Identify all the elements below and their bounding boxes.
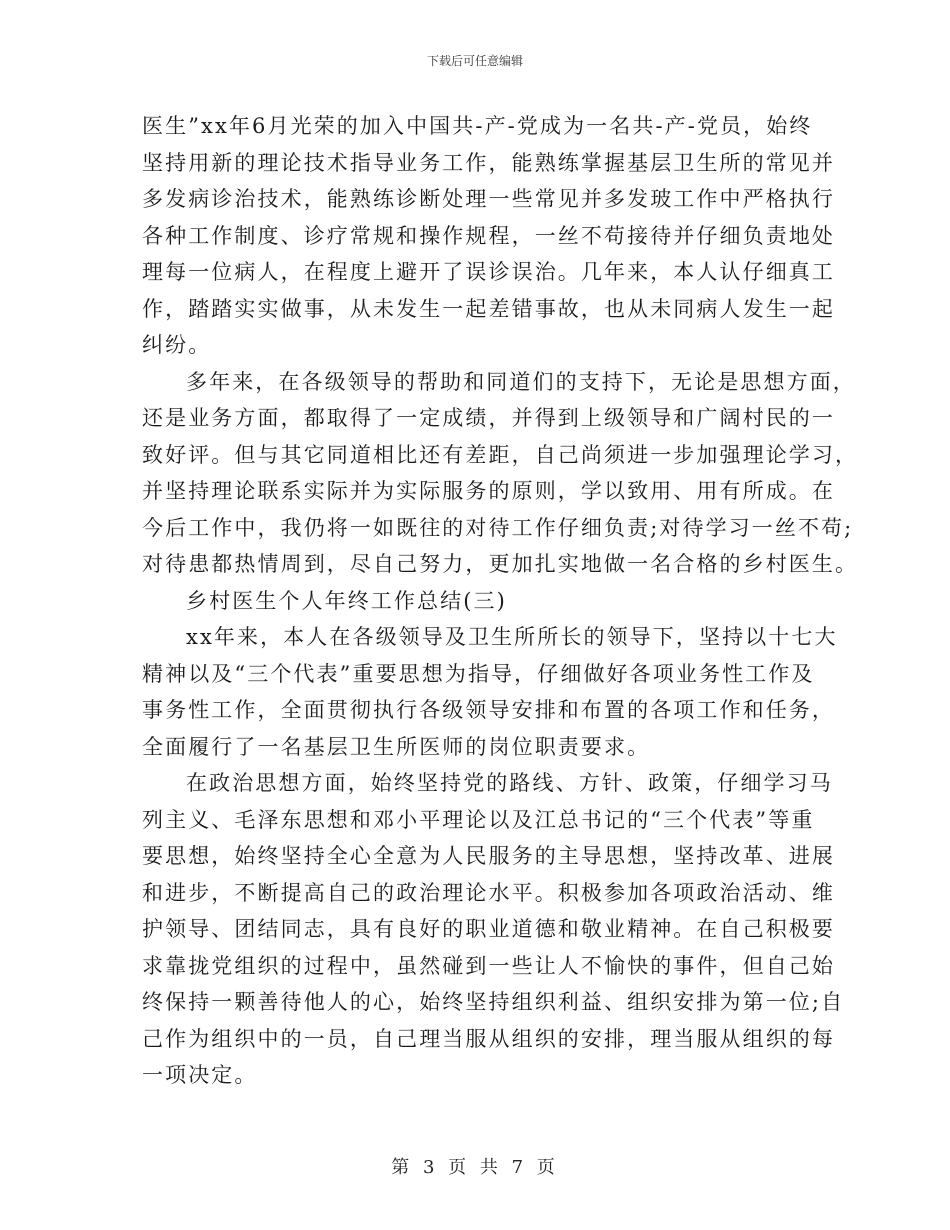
text-line: 多发病诊治技术，能熟练诊断处理一些常见并多发玻工作中严格执行	[142, 187, 835, 211]
paragraph-start-line: 在政治思想方面，始终坚持党的路线、方针、政策，仔细学习马	[186, 771, 833, 795]
text-line: 要思想，始终坚持全心全意为人民服务的主导思想，坚持改革、进展	[142, 844, 835, 868]
page-number-footer: 第 3 页 共 7 页	[391, 1157, 559, 1178]
text-line: 作，踏踏实实做事，从未发生一起差错事故，也从未同病人发生一起	[142, 296, 835, 321]
text-line: 一项决定。	[142, 1063, 258, 1087]
page-header: 下载后可任意编辑	[426, 54, 523, 68]
text-line: 护领导、团结同志，具有良好的职业道德和敬业精神。在自己积极要	[142, 917, 835, 941]
text-line: 纠纷。	[142, 333, 212, 357]
text-line: 全面履行了一名基层卫生所医师的岗位职责要求。	[142, 734, 651, 759]
text-line: 终保持一颗善待他人的心，始终坚持组织利益、组织安排为第一位;自	[142, 990, 845, 1014]
text-line: 今后工作中，我仍将一如既往的对待工作仔细负责;对待学习一丝不苟;	[142, 515, 854, 540]
text-line: 医生”xx年6月光荣的加入中国共-产-党成为一名共-产-党员，始终	[142, 114, 813, 138]
text-line: 列主义、毛泽东思想和邓小平理论以及江总书记的“三个代表”等重	[142, 807, 815, 832]
paragraph-start-line: 多年来，在各级领导的帮助和同道们的支持下，无论是思想方面，	[186, 369, 856, 394]
text-line: 并坚持理论联系实际并为实际服务的原则，学以致用、用有所成。在	[142, 479, 835, 503]
text-line: 致好评。但与其它同道相比还有差距，自己尚须进一步加强理论学习，	[142, 442, 859, 467]
document-body	[142, 108, 859, 1094]
text-line: 求靠拢党组织的过程中，虽然碰到一些让人不愉快的事件，但自己始	[142, 953, 835, 978]
text-line: 事务性工作，全面贯彻执行各级领导安排和布置的各项工作和任务，	[142, 698, 835, 722]
section-heading: 乡村医生个人年终工作总结(三)	[186, 588, 507, 613]
text-line: 和进步，不断提高自己的政治理论水平。积极参加各项政治活动、维	[142, 880, 835, 905]
text-line: 还是业务方面，都取得了一定成绩，并得到上级领导和广阔村民的一	[142, 406, 835, 430]
text-line: 对待患都热情周到，尽自己努力，更加扎实地做一名合格的乡村医生。	[142, 552, 859, 576]
text-line: 己作为组织中的一员，自己理当服从组织的安排，理当服从组织的每	[142, 1026, 835, 1051]
text-line: 坚持用新的理论技术指导业务工作，能熟练掌握基层卫生所的常见并	[142, 150, 835, 175]
paragraph-start-line: xx年来，本人在各级领导及卫生所所长的领导下，坚持以十七大	[186, 625, 838, 649]
text-line: 理每一位病人，在程度上避开了误诊误治。几年来，本人认仔细真工	[142, 260, 835, 284]
text-line: 各种工作制度、诊疗常规和操作规程，一丝不苟接待并仔细负责地处	[142, 223, 835, 248]
text-line: 精神以及“三个代表”重要思想为指导，仔细做好各项业务性工作及	[142, 661, 815, 686]
